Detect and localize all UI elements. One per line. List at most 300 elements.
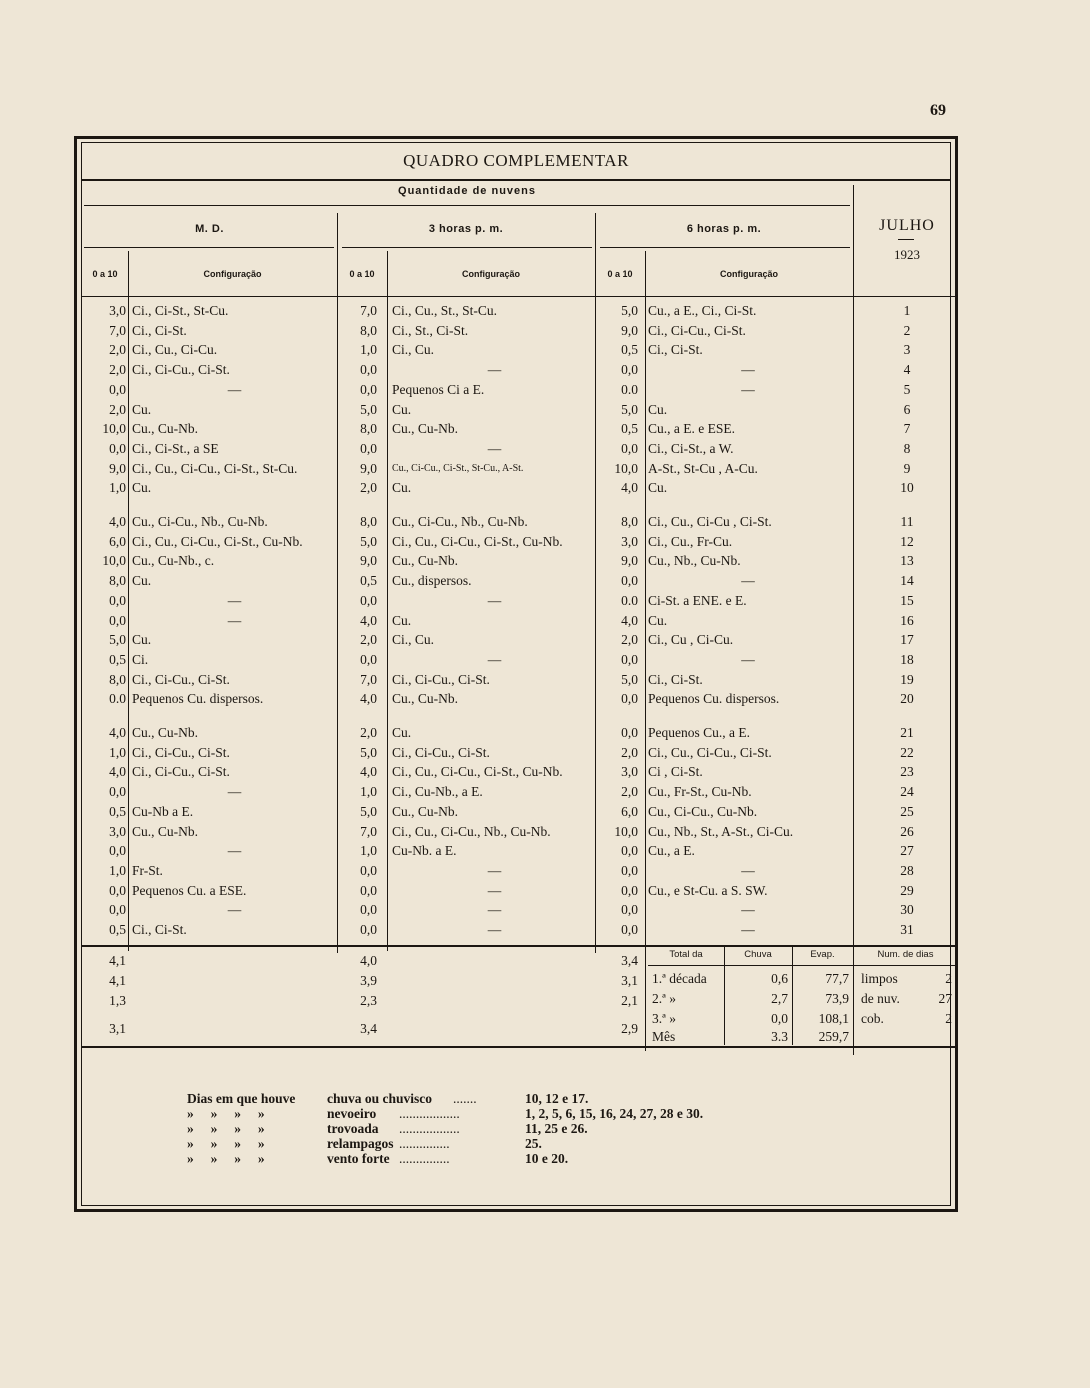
config-md-text: Ci., Ci-Cu., Ci-St. — [132, 362, 230, 377]
config-md-text: Pequenos Cu. dispersos. — [132, 691, 264, 706]
cloud-3pm-value: 4,0 — [360, 691, 377, 706]
day-number: 18 — [900, 652, 914, 667]
table-row — [82, 630, 958, 649]
cloud-6pm-value: 0.0 — [621, 382, 638, 397]
cloud-6pm-value: 5,0 — [621, 672, 638, 687]
mean-6pm: 2,9 — [621, 1021, 638, 1036]
cloud-6pm-value: 3,0 — [621, 764, 638, 779]
cloud-3pm-value: 0,0 — [360, 441, 377, 456]
note-prefix: Dias em que houve — [187, 1091, 296, 1106]
config-3pm-text: — — [487, 652, 502, 667]
cloud-6pm-value: 9,0 — [621, 553, 638, 568]
table-title: QUADRO COMPLEMENTAR — [82, 143, 950, 181]
config-3pm-text: Ci., Ci-Cu., Ci-St. — [392, 745, 490, 760]
table-row — [82, 920, 958, 939]
note-label: chuva ou chuvisco — [327, 1091, 433, 1106]
cloud-6pm-value: 4,0 — [621, 480, 638, 495]
config-md-text: — — [227, 382, 242, 397]
cloud-6pm-value: 0,0 — [621, 691, 638, 706]
config-6pm-text: — — [741, 922, 755, 937]
cloud-md-value: 2,0 — [109, 342, 126, 357]
cloud-6pm-value: 2,0 — [621, 632, 638, 647]
config-3pm-text: Ci., Cu. — [392, 632, 435, 647]
note-line — [187, 1121, 887, 1136]
dias-value: 27 — [938, 991, 952, 1006]
note-dots: ............... — [399, 1136, 450, 1151]
cloud-3pm-value: 7,0 — [360, 672, 377, 687]
cloud-6pm-value: 0,5 — [621, 421, 638, 436]
cloud-6pm-value: 9,0 — [621, 323, 638, 338]
cloud-3pm-value: 8,0 — [360, 514, 377, 529]
config-6pm-text: Cu. — [648, 613, 668, 628]
dias-label: limpos — [861, 971, 898, 986]
config-6pm-text: Ci-St. a ENE. e E. — [648, 593, 747, 608]
cloud-3pm-value: 5,0 — [360, 745, 377, 760]
config-3pm-text: Pequenos Ci a E. — [392, 382, 485, 397]
config-3pm-text: Ci., St., Ci-St. — [392, 323, 469, 338]
day-number: 4 — [903, 362, 911, 377]
config-3pm-text: Cu., Ci-Cu., Nb., Cu-Nb. — [392, 514, 528, 529]
table-row — [82, 900, 958, 919]
page-number: 69 — [930, 102, 946, 119]
day-number: 24 — [900, 784, 914, 799]
cloud-md-value: 7,0 — [109, 323, 126, 338]
cloud-6pm-value: 0,0 — [621, 902, 638, 917]
totals-evap-value: 77,7 — [825, 971, 849, 986]
cloud-md-value: 3,0 — [109, 824, 126, 839]
day-number: 22 — [900, 745, 914, 760]
config-md-text: Ci., Ci-St. — [132, 922, 187, 937]
note-label: vento forte — [327, 1151, 390, 1166]
cloud-md-value: 0,5 — [109, 652, 126, 667]
config-md-text: Ci., Cu., Ci-Cu., Ci-St., St-Cu. — [132, 461, 298, 476]
note-line — [187, 1106, 887, 1121]
config-3pm-text: — — [487, 441, 502, 456]
cloud-6pm-value: 5,0 — [621, 402, 638, 417]
day-number: 16 — [900, 613, 914, 628]
totals-row — [82, 969, 958, 988]
table-row — [82, 459, 958, 478]
header-rule — [82, 296, 958, 297]
note-value: 10 e 20. — [525, 1151, 569, 1166]
cloud-md-value: 0,5 — [109, 922, 126, 937]
day-number: 8 — [903, 441, 911, 456]
totals-row — [82, 989, 958, 1008]
brace-md — [84, 247, 334, 248]
cloud-md-value: 8,0 — [109, 672, 126, 687]
table-frame — [74, 136, 958, 1212]
cloud-3pm-value: 0,5 — [360, 573, 377, 588]
config-md-text: Ci., Ci-St. — [132, 323, 187, 338]
cloud-md-value: 2,0 — [109, 362, 126, 377]
cloud-md-value: 3,0 — [109, 303, 126, 318]
note-label: nevoeiro — [327, 1106, 377, 1121]
dias-label: de nuv. — [861, 991, 900, 1006]
note-line — [187, 1151, 887, 1166]
config-3pm-text: — — [487, 593, 502, 608]
mean-3pm: 4,0 — [360, 953, 377, 968]
table-row — [82, 670, 958, 689]
table-row — [82, 689, 958, 708]
totals-chuva-value: 0,0 — [771, 1011, 788, 1026]
cloud-3pm-value: 7,0 — [360, 303, 377, 318]
config-3pm-text: Cu. — [392, 613, 412, 628]
cloud-3pm-value: 0,0 — [360, 382, 377, 397]
table-row — [82, 743, 958, 762]
month-label: JULHO — [879, 217, 935, 234]
cloud-6pm-value: 2,0 — [621, 745, 638, 760]
cloud-md-value: 0,0 — [109, 843, 126, 858]
cloud-3pm-value: 4,0 — [360, 764, 377, 779]
note-dots: ....... — [453, 1091, 477, 1106]
table-row — [82, 611, 958, 630]
cloud-6pm-value: 0,0 — [621, 922, 638, 937]
group-6pm: 6 horas p. m. — [686, 223, 762, 235]
config-6pm-text: Cu. — [648, 480, 668, 495]
cloud-3pm-value: 0,0 — [360, 362, 377, 377]
config-md-text: Ci. — [132, 652, 149, 667]
day-number: 5 — [903, 382, 911, 397]
config-3pm: Configuração — [461, 269, 520, 279]
cloud-6pm-value: 10,0 — [614, 461, 638, 476]
config-3pm-text: Cu., Cu-Nb. — [392, 804, 459, 819]
cloud-3pm-value: 0,0 — [360, 883, 377, 898]
cloud-3pm-value: 0,0 — [360, 652, 377, 667]
config-md-text: Ci., Ci-Cu., Ci-St. — [132, 764, 230, 779]
cloud-3pm-value: 5,0 — [360, 804, 377, 819]
table-row — [82, 591, 958, 610]
config-6pm-text: — — [741, 362, 755, 377]
totals-period: 2.ª » — [652, 991, 676, 1006]
config-3pm-text: Cu., Cu-Nb. — [392, 553, 459, 568]
note-dots: ............... — [399, 1151, 450, 1166]
config-6pm-text: Cu., a E. — [648, 843, 695, 858]
cloud-3pm-value: 9,0 — [360, 461, 377, 476]
totals-chuva-value: 2,7 — [771, 991, 788, 1006]
totals-label: Total da — [669, 949, 703, 960]
scale-6pm: 0 a 10 — [607, 269, 633, 279]
cloud-3pm-value: 5,0 — [360, 402, 377, 417]
cloud-md-value: 4,0 — [109, 514, 126, 529]
note-value: 11, 25 e 26. — [525, 1121, 588, 1136]
cloud-md-value: 1,0 — [109, 745, 126, 760]
cloud-3pm-value: 8,0 — [360, 421, 377, 436]
config-md-text: — — [227, 843, 242, 858]
table-row — [82, 571, 958, 590]
cloud-md-value: 0,0 — [109, 784, 126, 799]
table-row — [82, 762, 958, 781]
day-number: 30 — [900, 902, 914, 917]
totals-evap-value: 259,7 — [818, 1029, 849, 1044]
cloud-md-value: 1,0 — [109, 480, 126, 495]
note-value: 1, 2, 5, 6, 15, 16, 24, 27, 28 e 30. — [525, 1106, 704, 1121]
config-6pm-text: Cu., Fr-St., Cu-Nb. — [648, 784, 752, 799]
cloud-6pm-value: 3,0 — [621, 534, 638, 549]
cloud-3pm-value: 0,0 — [360, 593, 377, 608]
cloud-md-value: 1,0 — [109, 863, 126, 878]
cloud-6pm-value: 0,0 — [621, 362, 638, 377]
config-md-text: Ci., Ci-St., St-Cu. — [132, 303, 229, 318]
config-6pm-text: Pequenos Cu. dispersos. — [648, 691, 780, 706]
day-number: 6 — [903, 402, 911, 417]
summary-row — [82, 951, 958, 970]
config-md-text: — — [227, 784, 242, 799]
day-number: 17 — [900, 632, 914, 647]
config-md-text: Ci., Ci-St., a SE — [132, 441, 219, 456]
config-6pm-text: A-St., St-Cu , A-Cu. — [648, 461, 758, 476]
cloud-md-value: 10,0 — [102, 553, 126, 568]
day-number: 20 — [900, 691, 914, 706]
cloud-md-value: 6,0 — [109, 534, 126, 549]
section-header: Quantidade de nuvens — [398, 185, 536, 197]
config-6pm-text: Cu., Ci-Cu., Cu-Nb. — [648, 804, 758, 819]
year-label: 1923 — [894, 247, 920, 262]
mean-md: 3,1 — [109, 1021, 126, 1036]
cloud-6pm-value: 0,0 — [621, 883, 638, 898]
config-6pm-text: — — [741, 382, 755, 397]
mean-6pm: 3,1 — [621, 973, 638, 988]
config-md-text: Cu., Cu-Nb., c. — [132, 553, 215, 568]
cloud-3pm-value: 0,0 — [360, 922, 377, 937]
cloud-md-value: 0.0 — [109, 691, 126, 706]
day-number: 15 — [900, 593, 914, 608]
config-3pm-text: Ci., Cu., St., St-Cu. — [392, 303, 498, 318]
config-6pm-text: — — [741, 573, 755, 588]
month-dash — [898, 239, 914, 240]
config-md-text: Ci., Ci-Cu., Ci-St. — [132, 672, 230, 687]
day-number: 28 — [900, 863, 914, 878]
scale-md: 0 a 10 — [92, 269, 118, 279]
table-row — [82, 380, 958, 399]
table-row — [82, 551, 958, 570]
config-3pm-text: — — [487, 362, 502, 377]
mean-3pm: 2,3 — [360, 993, 377, 1008]
config-6pm-text: Ci., Cu., Ci-Cu., Ci-St. — [648, 745, 772, 760]
cloud-6pm-value: 5,0 — [621, 303, 638, 318]
mean-md: 1,3 — [109, 993, 126, 1008]
cloud-3pm-value: 8,0 — [360, 323, 377, 338]
cloud-md-value: 0,0 — [109, 441, 126, 456]
config-3pm-text: Ci., Ci-Cu., Ci-St. — [392, 672, 490, 687]
day-number: 25 — [900, 804, 914, 819]
totals-row — [82, 1027, 958, 1046]
config-3pm-text: Ci., Cu., Ci-Cu., Ci-St., Cu-Nb. — [392, 764, 563, 779]
note-dots: .................. — [399, 1121, 460, 1136]
config-md-text: Cu. — [132, 402, 152, 417]
note-prefix: » » » » — [187, 1151, 265, 1166]
group-md: M. D. — [195, 223, 224, 235]
group-3pm: 3 horas p. m. — [428, 223, 504, 235]
table-row — [82, 822, 958, 841]
cloud-md-value: 0,0 — [109, 382, 126, 397]
config-3pm-text: Cu. — [392, 480, 412, 495]
totals-row — [82, 1009, 958, 1028]
table-row — [82, 650, 958, 669]
config-3pm-text: Cu., Cu-Nb. — [392, 421, 459, 436]
config-md-text: Pequenos Cu. a ESE. — [132, 883, 247, 898]
config-md-text: Cu. — [132, 632, 152, 647]
cloud-6pm-value: 0,0 — [621, 573, 638, 588]
config-3pm-text: — — [487, 883, 502, 898]
table-row — [82, 841, 958, 860]
config-md: Configuração — [203, 269, 262, 279]
config-md-text: — — [227, 613, 242, 628]
config-md-text: Cu., Cu-Nb. — [132, 725, 199, 740]
dias-value: 2 — [945, 1011, 952, 1026]
config-3pm-text: Cu-Nb. a E. — [392, 843, 457, 858]
cloud-6pm-value: 2,0 — [621, 784, 638, 799]
cloud-3pm-value: 1,0 — [360, 843, 377, 858]
cloud-md-value: 5,0 — [109, 632, 126, 647]
brace-6pm — [600, 247, 850, 248]
dias-label: cob. — [861, 1011, 884, 1026]
day-number: 29 — [900, 883, 914, 898]
day-number: 13 — [900, 553, 914, 568]
mean-6pm: 3,4 — [621, 953, 638, 968]
scale-3pm: 0 a 10 — [349, 269, 375, 279]
cloud-3pm-value: 7,0 — [360, 824, 377, 839]
note-value: 25. — [525, 1136, 542, 1151]
table-row — [82, 532, 958, 551]
config-3pm-text: — — [487, 863, 502, 878]
mean-6pm: 2,1 — [621, 993, 638, 1008]
config-6pm-text: — — [741, 902, 755, 917]
note-line — [187, 1136, 887, 1151]
config-6pm-text: Cu. — [648, 402, 668, 417]
config-3pm-text: Ci., Cu-Nb., a E. — [392, 784, 483, 799]
table-row — [82, 802, 958, 821]
note-line — [187, 1091, 887, 1106]
cloud-3pm-value: 4,0 — [360, 613, 377, 628]
mean-md: 4,1 — [109, 953, 126, 968]
dias-value: 2 — [945, 971, 952, 986]
totals-evap-value: 108,1 — [818, 1011, 849, 1026]
config-md-text: Cu., Cu-Nb. — [132, 824, 199, 839]
config-6pm-text: Cu., a E., Ci., Ci-St. — [648, 303, 757, 318]
table-row — [82, 478, 958, 497]
config-md-text: Cu., Ci-Cu., Nb., Cu-Nb. — [132, 514, 268, 529]
summary-rule — [82, 945, 958, 947]
cloud-3pm-value: 0,0 — [360, 863, 377, 878]
cloud-md-value: 0,0 — [109, 883, 126, 898]
mean-3pm: 3,9 — [360, 973, 377, 988]
day-number: 14 — [900, 573, 914, 588]
totals-num-dias: Num. de dias — [877, 949, 934, 960]
cloud-3pm-value: 2,0 — [360, 480, 377, 495]
brace-3pm — [342, 247, 592, 248]
cloud-6pm-value: 6,0 — [621, 804, 638, 819]
config-3pm-text: Cu., Ci-Cu., Ci-St., St-Cu., A-St. — [392, 463, 524, 474]
config-6pm-text: — — [741, 863, 755, 878]
cloud-md-value: 4,0 — [109, 725, 126, 740]
cloud-6pm-value: 0,0 — [621, 843, 638, 858]
day-number: 26 — [900, 824, 914, 839]
config-md-text: — — [227, 902, 242, 917]
cloud-6pm-value: 4,0 — [621, 613, 638, 628]
note-label: relampagos — [327, 1136, 394, 1151]
cloud-6pm-value: 0,0 — [621, 652, 638, 667]
cloud-3pm-value: 5,0 — [360, 534, 377, 549]
cloud-md-value: 8,0 — [109, 573, 126, 588]
table-row — [82, 301, 958, 320]
cloud-3pm-value: 2,0 — [360, 725, 377, 740]
table-row — [82, 340, 958, 359]
note-dots: .................. — [399, 1106, 460, 1121]
note-prefix: » » » » — [187, 1106, 265, 1121]
notes-block — [187, 1091, 887, 1166]
config-6pm-text: Ci., Cu , Ci-Cu. — [648, 632, 734, 647]
config-3pm-text: — — [487, 902, 502, 917]
config-6pm-text: — — [741, 652, 755, 667]
config-6pm-text: Cu., Nb., Cu-Nb. — [648, 553, 741, 568]
cloud-md-value: 0,0 — [109, 593, 126, 608]
cloud-md-value: 0,0 — [109, 902, 126, 917]
note-label: trovoada — [327, 1121, 379, 1136]
config-3pm-text: Cu. — [392, 725, 412, 740]
cloud-3pm-value: 2,0 — [360, 632, 377, 647]
note-prefix: » » » » — [187, 1136, 265, 1151]
cloud-3pm-value: 1,0 — [360, 342, 377, 357]
cloud-3pm-value: 0,0 — [360, 902, 377, 917]
config-6pm-text: Ci., Cu., Fr-Cu. — [648, 534, 733, 549]
config-3pm-text: Ci., Cu., Ci-Cu., Nb., Cu-Nb. — [392, 824, 551, 839]
mean-3pm: 3,4 — [360, 1021, 377, 1036]
day-number: 23 — [900, 764, 914, 779]
config-6pm-text: Ci , Ci-St. — [648, 764, 703, 779]
config-6pm-text: Cu., Nb., St., A-St., Ci-Cu. — [648, 824, 794, 839]
config-6pm-text: Pequenos Cu., a E. — [648, 725, 750, 740]
config-md-text: Ci., Cu., Ci-Cu. — [132, 342, 218, 357]
config-6pm: Configuração — [719, 269, 778, 279]
totals-period: 3.ª » — [652, 1011, 676, 1026]
totals-chuva-value: 0,6 — [771, 971, 788, 986]
totals-chuva: Chuva — [744, 949, 772, 960]
config-3pm-text: Ci., Cu., Ci-Cu., Ci-St., Cu-Nb. — [392, 534, 563, 549]
cloud-6pm-value: 0.0 — [621, 593, 638, 608]
totals-evap-value: 73,9 — [825, 991, 849, 1006]
config-3pm-text: — — [487, 922, 502, 937]
table-row — [82, 321, 958, 340]
totals-period: Mês — [652, 1029, 676, 1044]
mean-md: 4,1 — [109, 973, 126, 988]
day-number: 19 — [900, 672, 914, 687]
cloud-6pm-value: 8,0 — [621, 514, 638, 529]
table-row — [82, 400, 958, 419]
config-6pm-text: Ci., Ci-St. — [648, 342, 703, 357]
config-3pm-text: Ci., Cu. — [392, 342, 435, 357]
day-number: 31 — [900, 922, 914, 937]
cloud-md-value: 0,5 — [109, 804, 126, 819]
day-number: 11 — [900, 514, 914, 529]
totals-period: 1.ª década — [652, 971, 707, 986]
cloud-md-value: 4,0 — [109, 764, 126, 779]
cloud-6pm-value: 0,5 — [621, 342, 638, 357]
table-row — [82, 782, 958, 801]
totals-evap: Evap. — [810, 949, 835, 960]
config-md-text: Cu-Nb a E. — [132, 804, 194, 819]
note-prefix: » » » » — [187, 1121, 265, 1136]
day-number: 7 — [903, 421, 911, 436]
table-row — [82, 439, 958, 458]
cloud-md-value: 0,0 — [109, 613, 126, 628]
config-6pm-text: Cu., e St-Cu. a S. SW. — [648, 883, 768, 898]
cloud-6pm-value: 0,0 — [621, 863, 638, 878]
table-row — [82, 419, 958, 438]
config-3pm-text: Cu. — [392, 402, 412, 417]
cloud-3pm-value: 9,0 — [360, 553, 377, 568]
day-number: 2 — [903, 323, 911, 338]
day-number: 21 — [900, 725, 914, 740]
